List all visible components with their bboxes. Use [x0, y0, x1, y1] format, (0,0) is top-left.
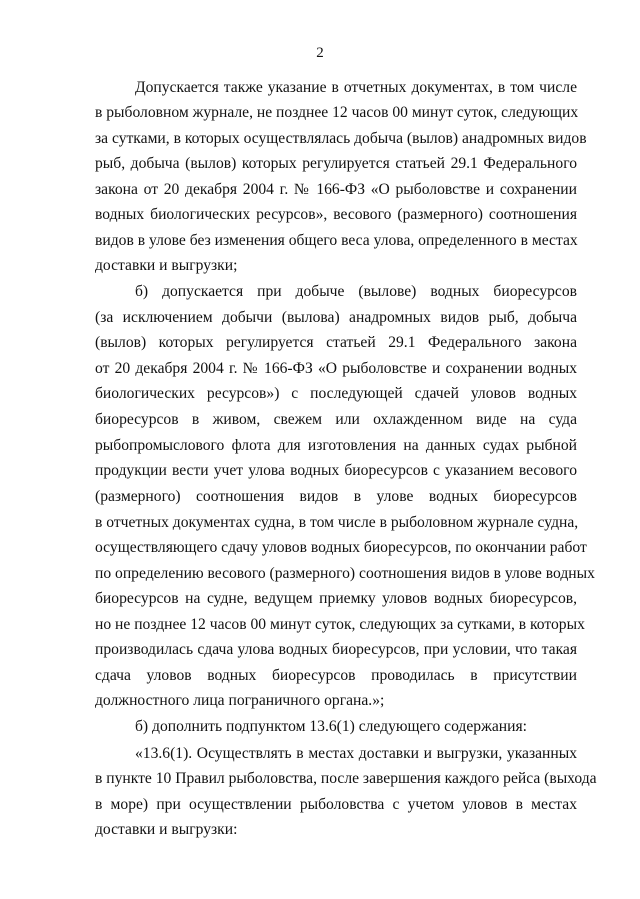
paragraph-2-line-17: должностного лица пограничного органа.»;	[95, 692, 385, 709]
paragraph-2-line-8: продукции вести учет улова водных биоресурсов с указанием весового	[95, 462, 577, 479]
paragraph-2-line-2: (за исключением добычи (вылова) анадромных видов рыб, добыча	[95, 309, 577, 326]
paragraph-2-line-5: биологических ресурсов») с последующей сдачей уловов водных	[95, 385, 577, 402]
paragraph-2-line-13: биоресурсов на судне, ведущем приемку уловов водных биоресурсов,	[95, 590, 577, 607]
paragraph-2-line-15: производилась сдача улова водных биоресурсов, при условии, что такая	[95, 641, 577, 658]
paragraph-2-line-7: рыбопромыслового флота для изготовления на данных судах рыбной	[95, 437, 577, 454]
paragraph-2-line-3: (вылов) которых регулируется статьей 29.1 Федерального закона	[95, 334, 577, 351]
paragraph-2-line-6: биоресурсов в живом, свежем или охлажденном виде на суда	[95, 411, 577, 428]
paragraph-2-line-12: по определению весового (размерного) соотношения видов в улове водных	[95, 565, 595, 582]
paragraph-1-line-8: доставки и выгрузки;	[95, 257, 238, 274]
paragraph-2-line-16: сдача уловов водных биоресурсов проводилась в присутствии	[95, 667, 577, 684]
paragraph-4-line-4: доставки и выгрузки:	[95, 821, 238, 838]
paragraph-2-line-14: но не позднее 12 часов 00 минут суток, следующих за сутками, в которых	[95, 616, 585, 633]
paragraph-2-line-1: б) допускается при добыче (вылове) водных биоресурсов	[135, 283, 577, 300]
paragraph-2-line-9: (размерного) соотношения видов в улове водных биоресурсов	[95, 488, 577, 505]
paragraph-1-line-1: Допускается также указание в отчетных документах, в том числе	[135, 79, 577, 96]
paragraph-2-line-4: от 20 декабря 2004 г. № 166-ФЗ «О рыболовстве и сохранении водных	[95, 360, 577, 377]
page-number: 2	[316, 45, 324, 61]
paragraph-1-line-5: закона от 20 декабря 2004 г. № 166-ФЗ «О рыболовстве и сохранении	[95, 181, 577, 198]
paragraph-2-line-11: осуществляющего сдачу уловов водных биоресурсов, по окончании работ	[95, 539, 587, 556]
paragraph-4-line-1: «13.6(1). Осуществлять в местах доставки и выгрузки, указанных	[135, 745, 577, 762]
paragraph-3-line-1: б) дополнить подпунктом 13.6(1) следующего содержания:	[135, 718, 527, 735]
paragraph-1-line-3: за сутками, в которых осуществлялась добыча (вылов) анадромных видов	[95, 130, 587, 147]
paragraph-4-line-3: в море) при осуществлении рыболовства с учетом уловов в местах	[95, 796, 577, 813]
paragraph-2-line-10: в отчетных документах судна, в том числе в рыболовном журнале судна,	[95, 514, 579, 531]
paragraph-1-line-4: рыб, добыча (вылов) которых регулируется статьей 29.1 Федерального	[95, 155, 577, 172]
paragraph-1-line-2: в рыболовном журнале, не позднее 12 часов 00 минут суток, следующих	[95, 104, 579, 121]
paragraph-4-line-2: в пункте 10 Правил рыболовства, после завершения каждого рейса (выхода	[95, 770, 597, 787]
paragraph-1-line-6: водных биологических ресурсов», весового (размерного) соотношения	[95, 206, 577, 223]
paragraph-1-line-7: видов в улове без изменения общего веса улова, определенного в местах	[95, 232, 578, 249]
